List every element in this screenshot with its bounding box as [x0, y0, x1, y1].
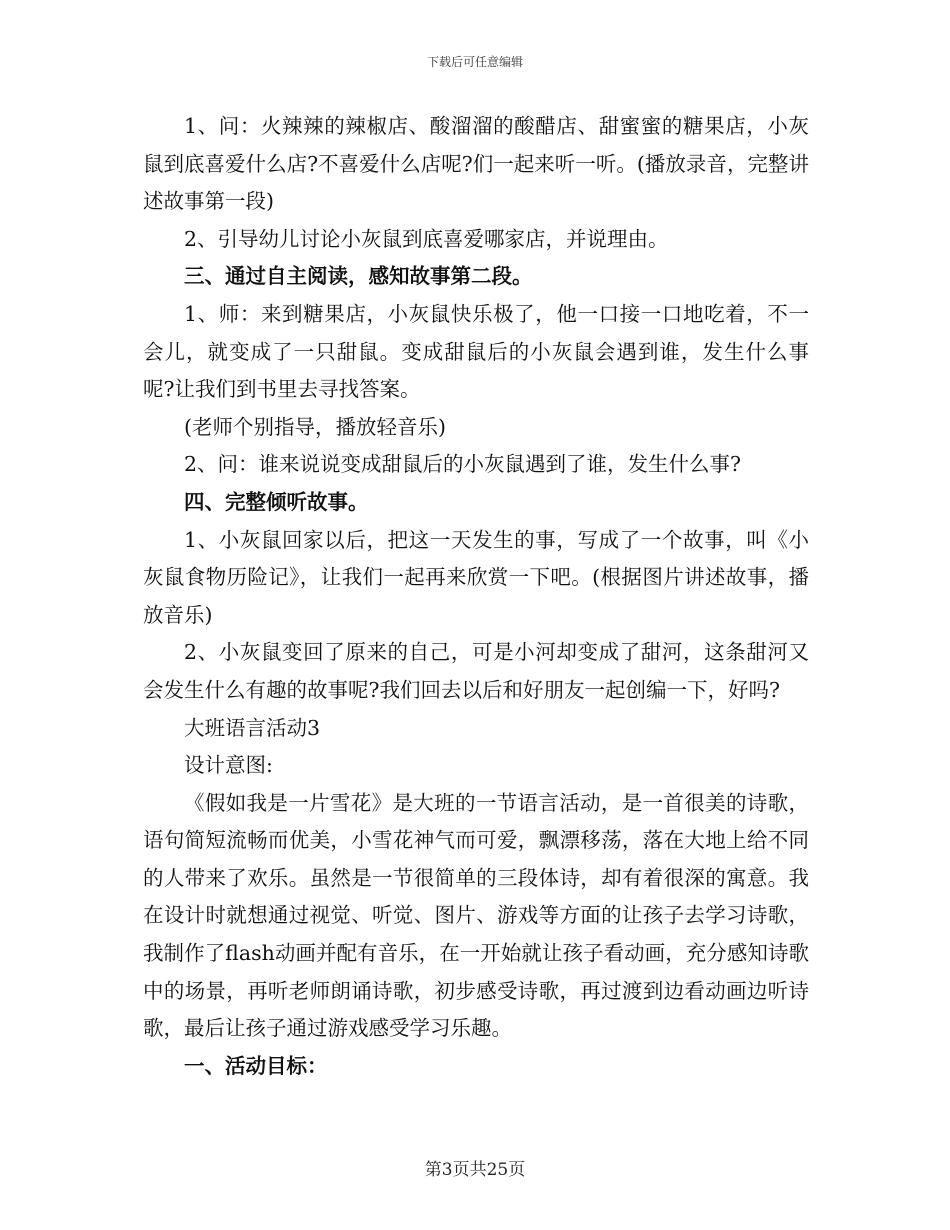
design-intent-label: 设计意图: — [184, 753, 273, 778]
section-heading: 四、完整倾听故事。 — [184, 489, 369, 514]
paragraph: 2、小灰鼠变回了原来的自己，可是小河却变成了甜河，这条甜河又会发生什么有趣的故事呢?我们回去以后和好朋友一起创编一下，好吗? — [143, 640, 809, 702]
paragraph: (老师个别指导，播放轻音乐) — [184, 414, 446, 439]
paragraph: 2、引导幼儿讨论小灰鼠到底喜爱哪家店，并说理由。 — [184, 226, 669, 251]
paragraph: 2、问：谁来说说变成甜鼠后的小灰鼠遇到了谁，发生什么事? — [184, 452, 742, 477]
activity-title: 大班语言活动3 — [184, 715, 321, 740]
section-heading: 一、活动目标： — [184, 1053, 328, 1078]
paragraph: 《假如我是一片雪花》是大班的一节语言活动，是一首很美的诗歌，语句简短流畅而优美，小雪花神气而可爱，飘漂移荡，落在大地上给不同的人带来了欢乐。虽然是一节很简单的三段体诗，却有着很深的寓意。我在设计时就想通过视觉、听觉、图片、游戏等方面的让孩子去学习诗歌，我制作了flash动画并配有音乐，在一开始就让孩子看动画，充分感知诗歌中的场景，再听老师朗诵诗歌，初步感受诗歌，再过渡到边看动画边听诗歌，最后让孩子通过游戏感受学习乐趣。 — [143, 790, 809, 1041]
paragraph: 1、师：来到糖果店，小灰鼠快乐极了，他一口接一口地吃着，不一会儿，就变成了一只甜鼠。变成甜鼠后的小灰鼠会遇到谁，发生什么事呢?让我们到书里去寻找答案。 — [143, 301, 809, 402]
page-number: 第3页共25页 — [424, 1160, 526, 1180]
paragraph: 1、问：火辣辣的辣椒店、酸溜溜的酸醋店、甜蜜蜜的糖果店，小灰鼠到底喜爱什么店?不喜爱什么店呢?们一起来听一听。(播放录音，完整讲述故事第一段) — [143, 114, 809, 214]
section-heading: 三、通过自主阅读，感知故事第二段。 — [184, 264, 533, 289]
page-header: 下载后可任意编辑 — [426, 55, 523, 69]
document-body — [143, 108, 809, 1085]
paragraph: 1、小灰鼠回家以后，把这一天发生的事，写成了一个故事，叫《小灰鼠食物历险记》，让我们一起再来欣赏一下吧。(根据图片讲述故事，播放音乐) — [143, 527, 809, 627]
